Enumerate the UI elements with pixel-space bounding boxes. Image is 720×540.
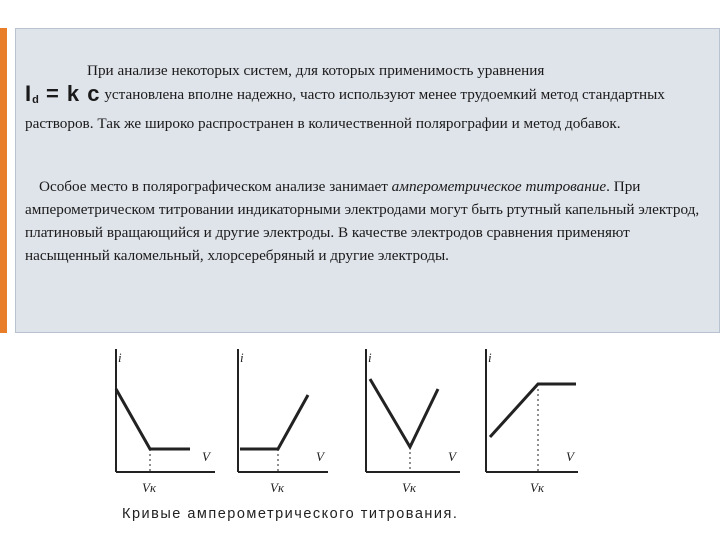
x-axis-label: V <box>202 449 210 464</box>
ilkovic-formula: $I_d = k$ c <box>25 81 101 106</box>
y-axis-label: i <box>118 350 122 365</box>
y-axis-label: i <box>368 350 372 365</box>
y-axis-label: i <box>488 350 492 365</box>
y-axis-label: i <box>240 350 244 365</box>
endpoint-label: Vк <box>270 480 285 495</box>
paragraph2-after: . При амперометрическом титровании индикаторными электродами могут быть ртутный капельный электрод, платиновый вращающийся и другие электроды. В качестве электродов сравнения применяют насыщенный каломельный, хлорсеребряный и другие электроды. <box>25 178 700 264</box>
endpoint-label: Vк <box>530 480 545 495</box>
paragraph-standard-solutions <box>25 59 711 135</box>
x-axis-label: V <box>316 449 324 464</box>
paragraph1-tail: установлена вполне надежно, часто используют менее трудоемкий метод стандартных растворов. Так же широко распространен в количественной полярографии и метод добавок. <box>25 86 665 132</box>
curve-graph-3 <box>366 349 460 495</box>
titration-curves-figure <box>90 337 600 527</box>
titration-curves-svg <box>90 337 600 527</box>
paragraph1-lead: При анализе некоторых систем, для которых применимость уравнения <box>87 62 545 79</box>
text-panel <box>15 28 720 333</box>
curve-graph-1 <box>116 349 215 495</box>
endpoint-label: Vк <box>402 480 417 495</box>
figure-caption: Кривые амперометрического титрования. <box>122 506 459 522</box>
x-axis-label: V <box>448 449 456 464</box>
paragraph-amperometric-titration <box>25 175 711 267</box>
accent-bar <box>0 28 7 333</box>
paragraph2-before: Особое место в полярографическом анализе занимает <box>39 178 388 195</box>
paragraph2-italic-term: амперометрическое титрование <box>391 178 607 195</box>
curve-graph-4 <box>486 349 578 495</box>
curve-graph-2 <box>238 349 328 495</box>
x-axis-label: V <box>566 449 574 464</box>
endpoint-label: Vк <box>142 480 157 495</box>
